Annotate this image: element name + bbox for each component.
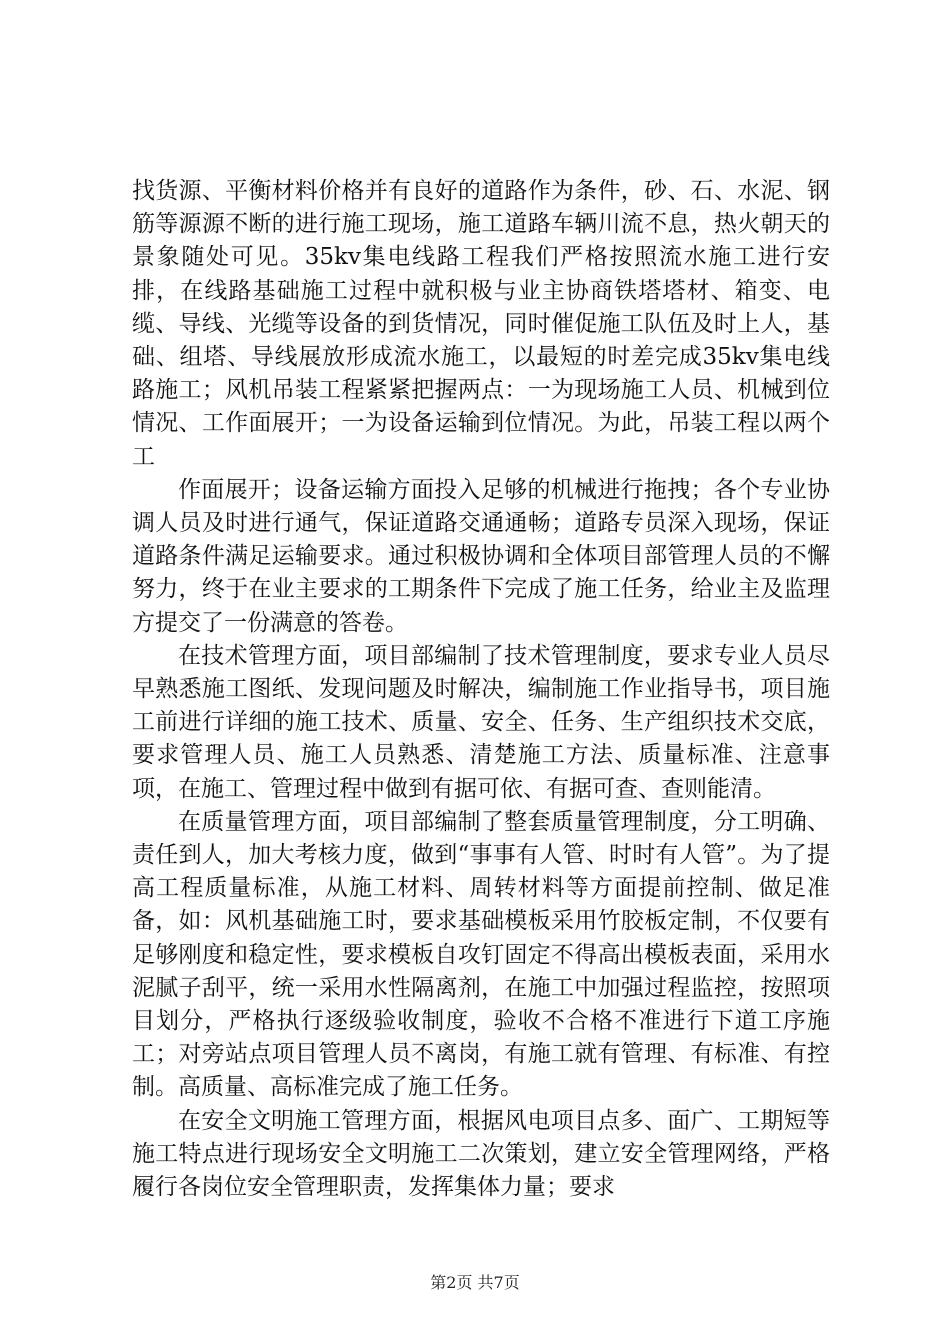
page-footer: 第2页 共7页 [430, 1273, 520, 1292]
paragraph-technical-management: 在技术管理方面，项目部编制了技术管理制度，要求专业人员尽早熟悉施工图纸、发现问题及时解决，编制施工作业指导书，项目施工前进行详细的施工技术、质量、安全、任务、生产组织技术交底，要求管理人员、施工人员熟悉、清楚施工方法、质量标准、注意事项，在施工、管理过程中做到有据可依、有据可查、查则能清。 [132, 642, 830, 802]
paragraph-quality-management: 在质量管理方面，项目部编制了整套质量管理制度，分工明确、责任到人，加大考核力度，做到“事事有人管、时时有人管”。为了提高工程质量标准，从施工材料、周转材料等方面提前控制、做足准备，如：风机基础施工时，要求基础模板采用竹胶板定制，不仅要有足够刚度和稳定性，要求模板自攻钉固定不得高出模板表面，采用水泥腻子刮平，统一采用水性隔离剂，在施工中加强过程监控，按照项目划分，严格执行逐级验收制度，验收不合格不准进行下道工序施工；对旁站点项目管理人员不离岗，有施工就有管理、有标准、有控制。高质量、高标准完成了施工任务。 [132, 808, 830, 1101]
paragraph-work-surface: 作面展开；设备运输方面投入足够的机械进行拖拽；各个专业协调人员及时进行通气，保证道路交通通畅；道路专员深入现场，保证道路条件满足运输要求。通过积极协调和全体项目部管理人员的不懈努力，终于在业主要求的工期条件下完成了施工任务，给业主及监理方提交了一份满意的答卷。 [132, 476, 830, 636]
paragraph-safety-management: 在安全文明施工管理方面，根据风电项目点多、面广、工期短等施工特点进行现场安全文明施工二次策划，建立安全管理网络，严格履行各岗位安全管理职责，发挥集体力量；要求 [132, 1107, 830, 1201]
document-body [132, 175, 830, 1204]
paragraph-continued: 找货源、平衡材料价格并有良好的道路作为条件，砂、石、水泥、钢筋等源源不断的进行施工现场，施工道路车辆川流不息，热火朝天的景象随处可见。35kv集电线路工程我们严格按照流水施工进行安排，在线路基础施工过程中就积极与业主协商铁塔塔材、箱变、电缆、导线、光缆等设备的到货情况，同时催促施工队伍及时上人，基础、组塔、导线展放形成流水施工，以最短的时差完成35kv集电线路施工；风机吊装工程紧紧把握两点：一为现场施工人员、机械到位情况、工作面展开；一为设备运输到位情况。为此，吊装工程以两个工 [132, 178, 830, 470]
